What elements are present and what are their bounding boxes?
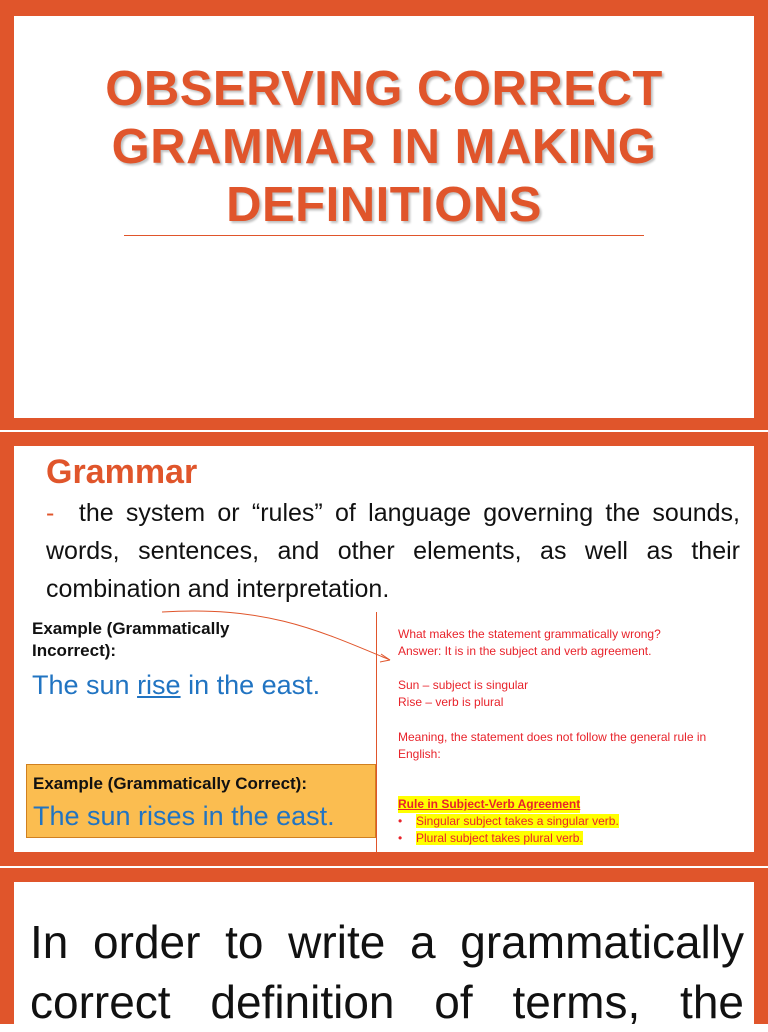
rule-title: Rule in Subject-Verb Agreement: [398, 797, 581, 811]
example-incorrect-sentence: [32, 668, 320, 702]
example-incorrect-label-bold: Example: [32, 619, 102, 638]
title-divider: [124, 235, 644, 236]
note-rise: Rise – verb is plural: [398, 695, 504, 709]
rule-item-1: [398, 813, 619, 830]
grammar-definition: [46, 494, 740, 608]
intro-text: [30, 912, 744, 1032]
note-question: What makes the statement grammatically wrong?: [398, 627, 661, 641]
rule-bullet-2: •: [398, 831, 403, 845]
grammar-heading: Grammar: [46, 453, 198, 491]
example-correct-label-paren: (Grammatically Correct):: [102, 774, 308, 793]
grammar-slide: [0, 432, 768, 866]
rule-text-1: Singular subject takes a singular verb.: [416, 814, 619, 828]
intro-slide: [0, 868, 768, 1028]
note-answer: Answer: It is in the subject and verb agreement.: [398, 644, 652, 658]
grammar-slide-content: [14, 446, 754, 852]
note-meaning-2: English:: [398, 747, 441, 761]
example-incorrect-label: [32, 618, 282, 662]
arrow-head: [380, 654, 390, 662]
title-line-1: OBSERVING CORRECT: [105, 62, 663, 116]
example-correct-label: [33, 773, 307, 795]
note-meaning-1: Meaning, the statement does not follow the general rule in: [398, 730, 707, 744]
example-incorrect-label-paren: (Grammatically Incorrect):: [32, 619, 230, 660]
example-correct-box: [26, 764, 376, 838]
intro-line-2: correct definition of terms, the: [30, 976, 744, 1028]
title-line-3: DEFINITIONS: [226, 178, 542, 232]
example-incorrect-verb: rise: [137, 670, 181, 700]
intro-slide-content: [14, 882, 754, 1028]
rule-item-2: [398, 830, 583, 847]
rule-text-2: Plural subject takes plural verb.: [416, 831, 583, 845]
column-divider: [376, 612, 377, 852]
intro-line-1: In order to write a grammatically: [30, 916, 744, 968]
rule-bullet-1: •: [398, 814, 403, 828]
title-slide-content: [14, 16, 754, 418]
title-line-2: GRAMMAR IN MAKING: [111, 120, 657, 174]
definition-text: the system or “rules” of language governing the sounds, words, sentences, and other elements, as well as their combination and interpretation.: [46, 499, 740, 603]
example-incorrect-before: The sun: [32, 670, 138, 700]
title-slide: [0, 0, 768, 430]
definition-dash: -: [46, 499, 55, 527]
slide-title: [14, 60, 754, 234]
example-correct-sentence: The sun rises in the east.: [33, 801, 335, 831]
example-correct-label-bold: Example: [33, 774, 103, 793]
example-incorrect-after: in the east.: [180, 670, 321, 700]
note-sun: Sun – subject is singular: [398, 678, 529, 692]
